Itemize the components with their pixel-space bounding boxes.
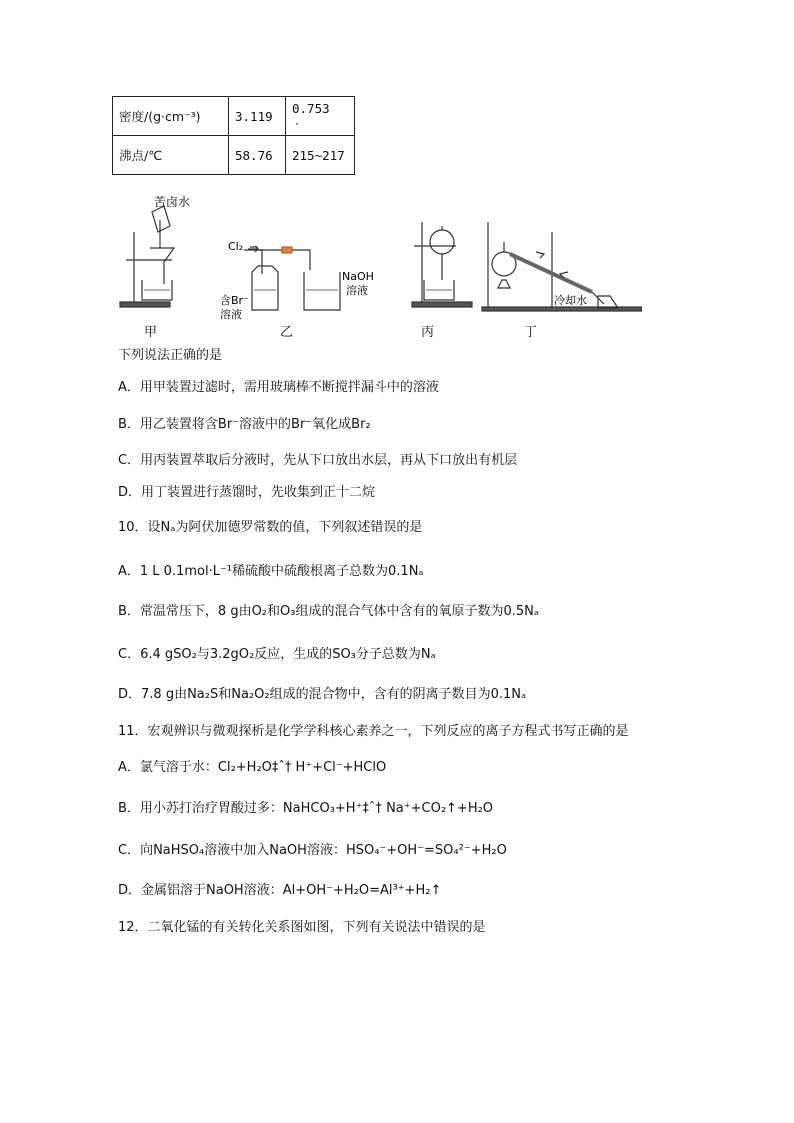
q9-option-d: D．用丁装置进行蒸馏时，先收集到正十二烷 [118,485,376,500]
label-naoh-top: NaOH [342,270,374,283]
q10-stem: 10．设Nₐ为阿伏加德罗常数的值，下列叙述错误的是 [118,520,423,535]
label-cooling-water: 冷却水 [554,294,587,307]
apparatus-svg [112,192,642,342]
apparatus-figure [112,192,642,346]
label-br-top: 含Br⁻ [220,294,249,307]
q9-stem: 下列说法正确的是 [118,348,223,363]
label-naoh-bottom: 溶液 [346,284,368,297]
density-value-1: 3.119 [229,97,286,136]
q10-option-c: C．6.4 gSO₂与3.2gO₂反应，生成的SO₃分子总数为Nₐ [118,647,436,662]
q12-stem: 12．二氧化锰的有关转化关系图如图，下列有关说法中错误的是 [118,920,486,935]
q10-option-b: B．常温常压下，8 g由O₂和O₃组成的混合气体中含有的氧原子数为0.5Nₐ [118,604,539,619]
label-br-bottom: 溶液 [220,308,242,321]
q10-option-d: D．7.8 g由Na₂S和Na₂O₂组成的混合物中，含有的阴离子数目为0.1Nₐ [118,687,527,702]
density-label: 密度/(g·cm⁻³) [113,97,229,136]
caption-yi: 乙 [280,325,294,340]
label-cl2: Cl₂ [228,240,244,253]
property-table [112,96,355,175]
separatory-funnel-apparatus [412,222,472,307]
q10-option-a: A．1 L 0.1mol·L⁻¹稀硫酸中硫酸根离子总数为0.1Nₐ [118,564,424,579]
filtration-apparatus [120,206,174,307]
caption-ding: 丁 [524,325,538,340]
table-row [113,136,355,175]
boiling-value-1: 58.76 [229,136,286,175]
q11-stem: 11．宏观辨识与微观探析是化学学科核心素养之一，下列反应的离子方程式书写正确的是 [118,724,629,739]
q11-option-c: C．向NaHSO₄溶液中加入NaOH溶液：HSO₄⁻+OH⁻=SO₄²⁻+H₂O [118,843,507,858]
label-brine: 苦卤水 [154,195,191,209]
q11-option-a: A．氯气溶于水：Cl₂+H₂O‡ˆ† H⁺+Cl⁻+HClO [118,760,387,775]
q9-option-b: B．用乙装置将含Br⁻溶液中的Br⁻氧化成Br₂ [118,417,371,432]
density-value-2: 0.753 · [286,97,355,136]
dot-mark: · [294,119,301,130]
caption-bing: 丙 [421,325,435,340]
boiling-label: 沸点/℃ [113,136,229,175]
q9-option-a: A．用甲装置过滤时，需用玻璃棒不断搅拌漏斗中的溶液 [118,380,439,395]
q11-option-d: D．金属铝溶于NaOH溶液：Al+OH⁻+H₂O=Al³⁺+H₂↑ [118,883,442,898]
boiling-value-2: 215~217 [286,136,355,175]
caption-jia: 甲 [144,325,158,340]
q11-option-b: B．用小苏打治疗胃酸过多：NaHCO₃+H⁺‡ˆ† Na⁺+CO₂↑+H₂O [118,801,494,816]
oxidation-apparatus [244,246,340,310]
q9-option-c: C．用丙装置萃取后分液时，先从下口放出水层，再从下口放出有机层 [118,453,518,468]
table-row [113,97,355,136]
